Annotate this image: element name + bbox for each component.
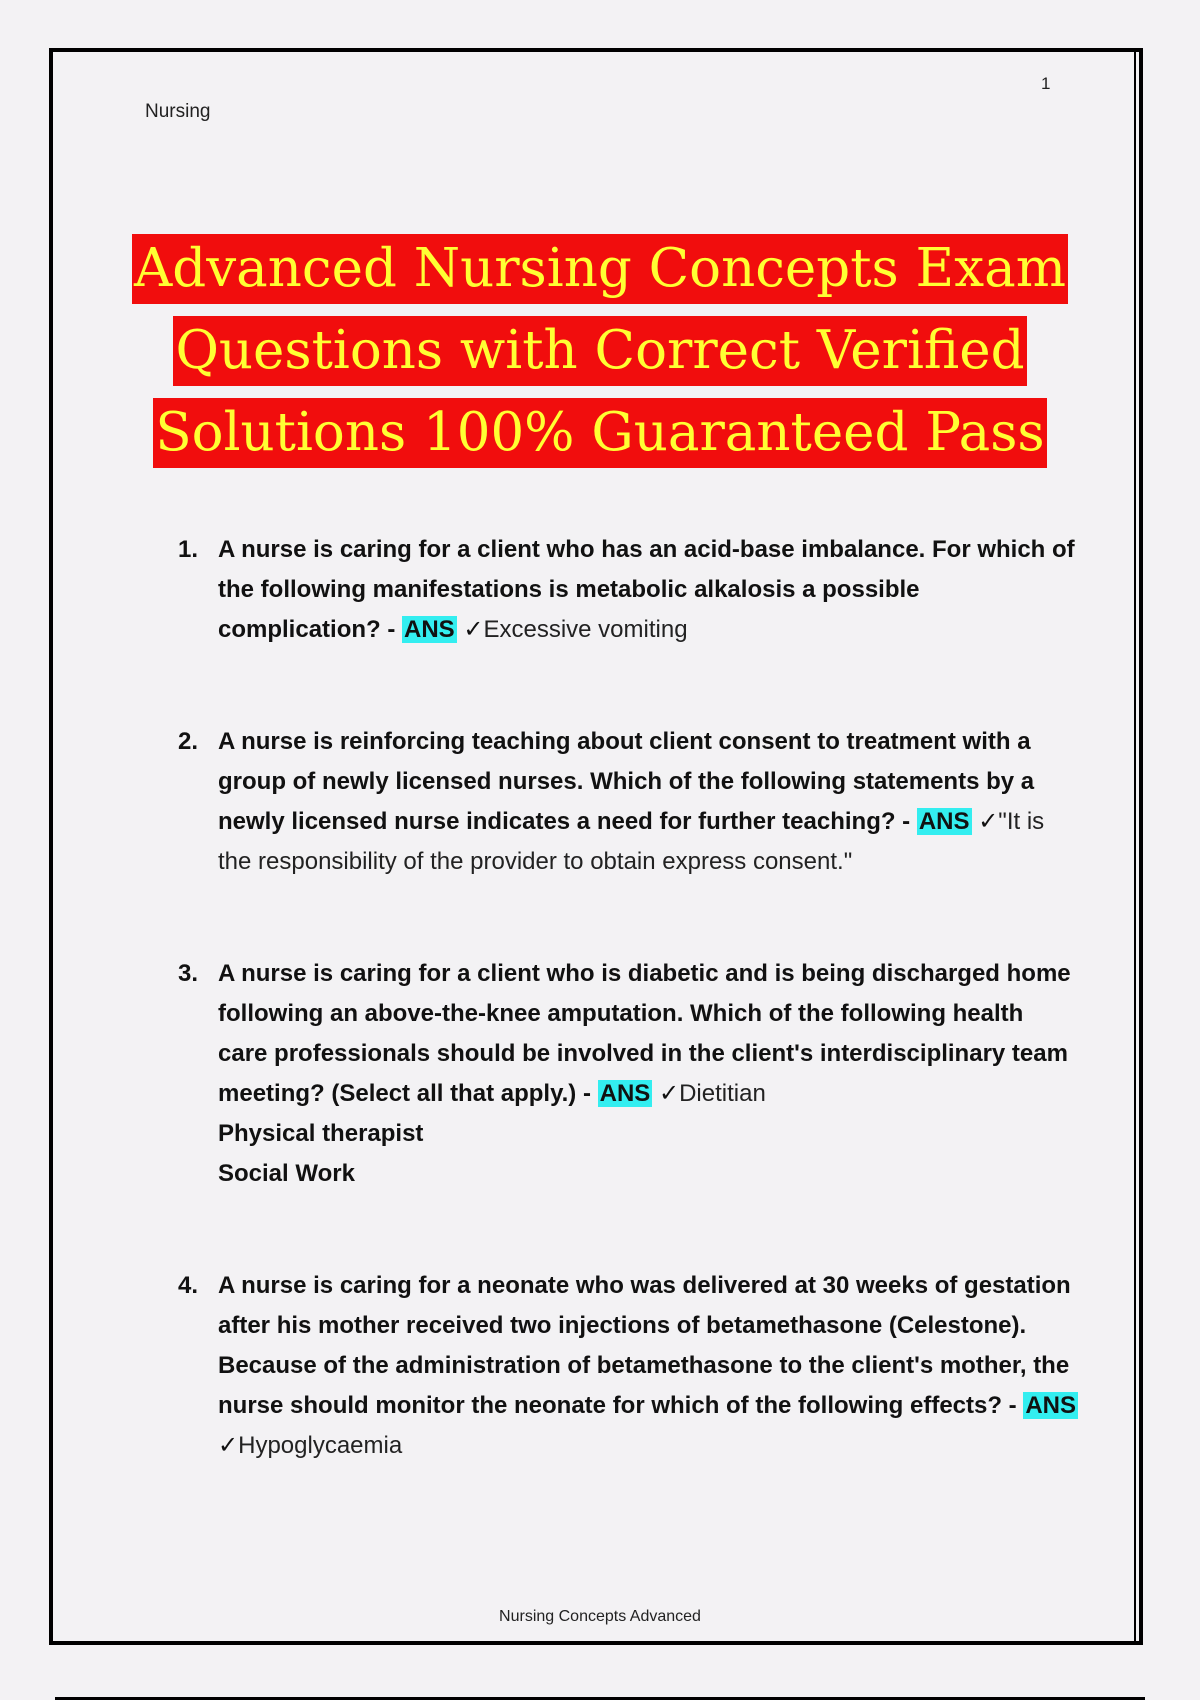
title-line: Advanced Nursing Concepts Exam [132, 234, 1068, 304]
title-line: Questions with Correct Verified [173, 316, 1026, 386]
header-label: Nursing [145, 101, 211, 122]
check-icon: ✓ [978, 808, 999, 835]
question-number: 4. [178, 1272, 199, 1299]
question-item [178, 1266, 1078, 1466]
title-line: Solutions 100% Guaranteed Pass [153, 398, 1046, 468]
check-icon: ✓ [218, 1432, 239, 1459]
question-text: A nurse is caring for a client who has an acid-base imbalance. For which of the following manifestations is metabolic alkalosis a possible complication? - [218, 536, 1075, 643]
question-number: 3. [178, 960, 199, 987]
answer-extra: Social Work [218, 1160, 355, 1187]
answer-marker: ANS [404, 616, 455, 643]
question-item [178, 722, 1078, 882]
question-item [178, 954, 1078, 1194]
question-number: 1. [178, 536, 199, 563]
page-footer: Nursing Concepts Advanced [499, 1608, 701, 1625]
question-item [178, 530, 1078, 650]
check-icon: ✓ [658, 1080, 680, 1107]
question-text: A nurse is reinforcing teaching about client consent to treatment with a group of newly licensed nurses. Which of the following statements by a newly licensed nurse indicates a need for further teaching? - [218, 728, 1035, 835]
question-list [178, 530, 1078, 1538]
answer-extra: Physical therapist [218, 1120, 424, 1147]
answer-marker: ANS [599, 1080, 651, 1107]
answer-marker: ANS [918, 808, 970, 835]
question-text: A nurse is caring for a client who is diabetic and is being discharged home following an above-the-knee amputation. Which of the following health care professionals should be involved in the client's interdisciplinary team meeting? (Select all that apply.) - [218, 960, 1071, 1107]
question-number: 2. [178, 728, 199, 755]
answer-text: Hypoglycaemia [238, 1432, 403, 1459]
answer-marker: ANS [1025, 1392, 1077, 1419]
answer-text: "It is the responsibility of the provider to obtain express consent." [218, 808, 1045, 875]
page-number: 1 [1041, 74, 1051, 93]
answer-text: Dietitian [679, 1080, 766, 1107]
check-icon: ✓ [463, 616, 484, 643]
question-text: A nurse is caring for a neonate who was delivered at 30 weeks of gestation after his mother received two injections of betamethasone (Celestone). Because of the administration of betamethasone to the client's mother, the nurse should monitor the neonate for which of the following effects? - [218, 1272, 1071, 1419]
answer-text: Excessive vomiting [483, 616, 688, 643]
document-title [100, 228, 1100, 474]
